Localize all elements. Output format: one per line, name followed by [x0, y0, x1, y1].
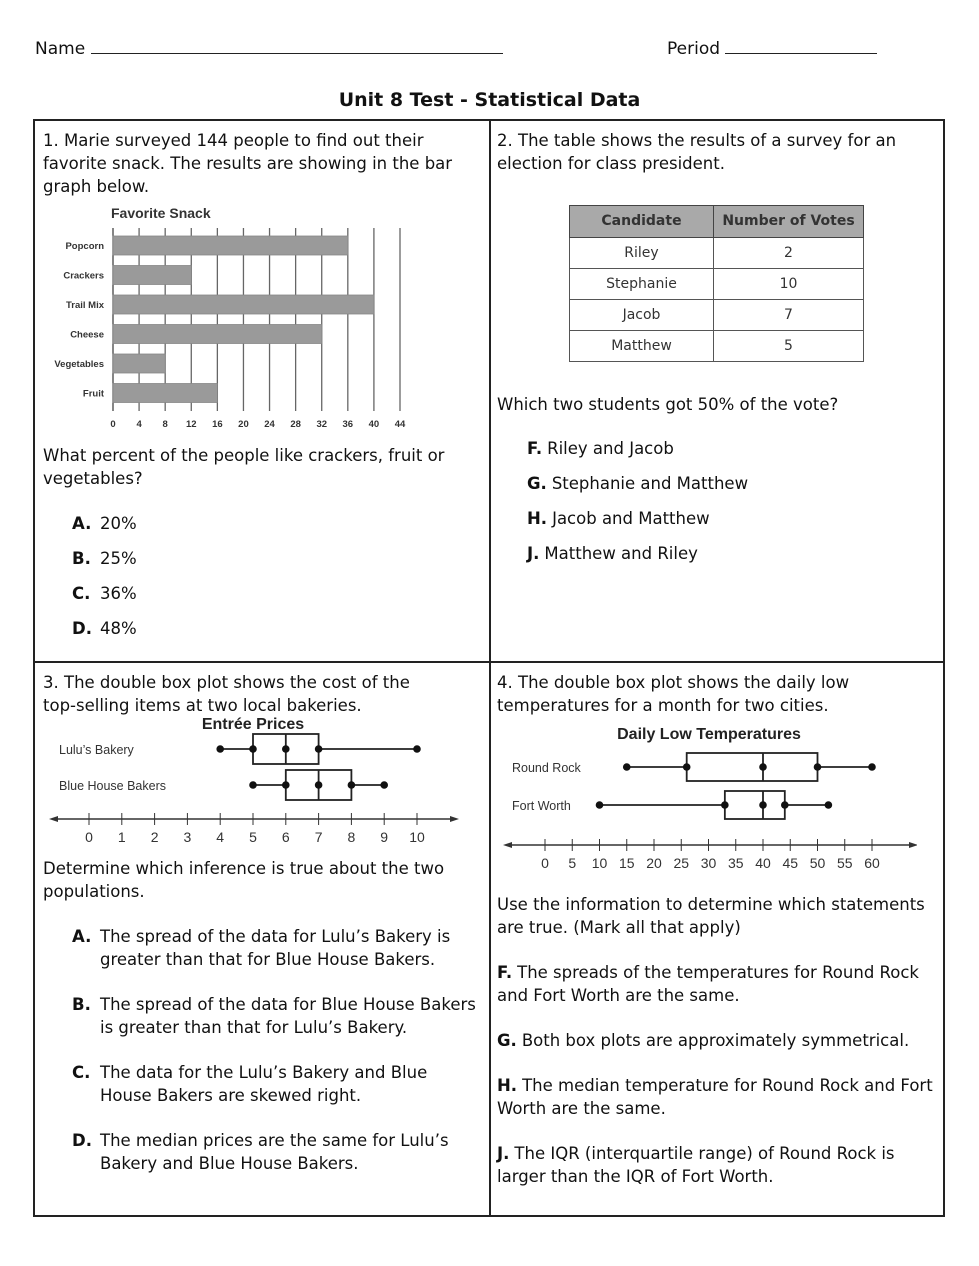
max-point [825, 801, 833, 809]
x-tick-label: 15 [618, 855, 635, 871]
candidate-cell: Jacob [570, 300, 714, 331]
option-text: Riley and Jacob [547, 439, 674, 458]
x-tick-label: 36 [342, 419, 354, 430]
arrow-right-icon [909, 842, 917, 848]
median-point [282, 745, 290, 753]
option-text: Matthew and Riley [544, 544, 698, 563]
table-row [570, 269, 864, 300]
q4-question: Use the information to determine which statements are true. (Mark all that apply) [497, 895, 925, 937]
x-tick-label: 60 [864, 855, 880, 871]
x-tick-label: 20 [646, 855, 662, 871]
answer-option[interactable] [72, 582, 483, 605]
candidate-cell: Stephanie [570, 269, 714, 300]
min-point [596, 801, 604, 809]
answer-option[interactable] [497, 1074, 937, 1120]
answer-option[interactable] [72, 925, 483, 971]
x-tick-label: 0 [541, 855, 549, 871]
series-label: Fort Worth [512, 799, 571, 813]
name-field[interactable] [35, 36, 503, 59]
q3-point [348, 781, 356, 789]
iqr-box [725, 791, 785, 819]
votes-cell: 10 [714, 269, 864, 300]
category-label: Vegetables [54, 359, 104, 370]
option-letter: G. [497, 1031, 517, 1050]
series-label: Lulu’s Bakery [59, 743, 134, 757]
answer-option[interactable] [497, 961, 937, 1007]
option-text: The data for the Lulu’s Bakery and Blue House Bakers are skewed right. [100, 1063, 428, 1105]
table-header-candidate: Candidate [570, 206, 714, 238]
answer-option[interactable] [527, 437, 917, 460]
divider-vertical [489, 121, 491, 1215]
x-tick-label: 25 [673, 855, 690, 871]
name-blank[interactable] [91, 36, 503, 54]
period-blank[interactable] [725, 36, 877, 54]
x-tick-label: 3 [183, 829, 192, 845]
option-text: The median prices are the same for Lulu’s Bakery and Blue House Bakers. [100, 1131, 449, 1173]
q3-point [315, 745, 323, 753]
option-letter: A. [72, 514, 92, 533]
x-tick-label: 40 [755, 855, 771, 871]
answer-option[interactable] [72, 547, 483, 570]
x-tick-label: 40 [368, 419, 380, 430]
x-tick-label: 55 [836, 855, 853, 871]
q3-point [781, 801, 789, 809]
option-letter: F. [497, 963, 513, 982]
option-letter: C. [72, 1063, 91, 1082]
question-grid [33, 119, 945, 1217]
x-tick-label: 28 [290, 419, 301, 430]
x-tick-label: 6 [281, 829, 290, 845]
option-text: 25% [100, 549, 137, 568]
table-header-votes: Number of Votes [714, 206, 864, 238]
chart-title: Daily Low Temperatures [617, 726, 801, 743]
category-label: Popcorn [65, 241, 104, 252]
option-text: The IQR (interquartile range) of Round Rock is larger than the IQR of Fort Worth. [497, 1144, 895, 1186]
q1-prompt: 1. Marie surveyed 144 people to find out their favorite snack. The results are showing in the bar graph below. [43, 131, 453, 196]
x-tick-label: 44 [394, 419, 406, 430]
answer-option[interactable] [527, 507, 917, 530]
table-row [570, 331, 864, 362]
bar-trail-mix [113, 295, 374, 314]
category-label: Trail Mix [65, 300, 104, 311]
bar-cheese [113, 325, 322, 344]
candidate-cell: Matthew [570, 331, 714, 362]
q3-question: Determine which inference is true about the two populations. [43, 859, 445, 901]
bar-crackers [113, 266, 191, 285]
bar-fruit [113, 384, 217, 403]
max-point [380, 781, 388, 789]
bar-vegetables [113, 354, 165, 373]
option-letter: H. [527, 509, 548, 528]
series-label: Round Rock [512, 761, 581, 775]
question-2 [497, 129, 937, 649]
option-letter: D. [72, 619, 92, 638]
x-tick-label: 20 [238, 419, 249, 430]
option-text: The spread of the data for Blue House Bakers is greater than that for Lulu’s Bakery. [100, 995, 476, 1037]
answer-option[interactable] [72, 993, 483, 1039]
x-tick-label: 24 [264, 419, 275, 430]
votes-cell: 2 [714, 238, 864, 269]
x-tick-label: 8 [162, 419, 168, 430]
x-tick-label: 0 [110, 419, 116, 430]
q3-prompt: 3. The double box plot shows the cost of the top-selling items at two local bakeries. [43, 673, 410, 715]
name-label: Name [35, 39, 86, 59]
x-tick-label: 4 [136, 419, 142, 430]
question-3 [43, 671, 483, 1197]
option-text: 20% [100, 514, 137, 533]
chart-title: Entrée Prices [201, 716, 305, 733]
q3-point [814, 763, 822, 771]
option-text: 36% [100, 584, 137, 603]
answer-option[interactable] [497, 1029, 937, 1052]
x-tick-label: 0 [85, 829, 93, 845]
x-tick-label: 4 [216, 829, 225, 845]
candidate-cell: Riley [570, 238, 714, 269]
answer-option[interactable] [72, 617, 483, 640]
answer-option[interactable] [527, 542, 917, 565]
answer-option[interactable] [527, 472, 917, 495]
q1-point [282, 781, 290, 789]
max-point [868, 763, 876, 771]
x-tick-label: 2 [150, 829, 159, 845]
x-tick-label: 12 [185, 419, 197, 430]
x-tick-label: 1 [117, 829, 126, 845]
period-field[interactable] [667, 36, 877, 59]
answer-option[interactable] [497, 1142, 937, 1188]
option-text: Both box plots are approximately symmetrical. [521, 1031, 910, 1050]
min-point [623, 763, 631, 771]
q4-prompt: 4. The double box plot shows the daily low temperatures for a month for two cities. [497, 673, 850, 715]
x-tick-label: 5 [568, 855, 577, 871]
x-tick-label: 10 [409, 829, 425, 845]
bar-popcorn [113, 236, 348, 255]
answer-option[interactable] [72, 1061, 483, 1107]
min-point [216, 745, 224, 753]
table-row [570, 300, 864, 331]
question-1 [43, 129, 483, 652]
median-point [759, 763, 767, 771]
chart-title: Favorite Snack [111, 205, 211, 221]
median-point [759, 801, 767, 809]
votes-cell: 7 [714, 300, 864, 331]
x-tick-label: 5 [249, 829, 257, 845]
option-text: The spreads of the temperatures for Round Rock and Fort Worth are the same. [497, 963, 919, 1005]
arrow-right-icon [450, 816, 459, 822]
question-4 [497, 671, 937, 1210]
arrow-left-icon [49, 816, 58, 822]
x-tick-label: 10 [591, 855, 608, 871]
favorite-snack-chart [43, 200, 423, 440]
option-text: Stephanie and Matthew [551, 474, 749, 493]
daily-low-temperatures-chart [497, 721, 917, 881]
entree-prices-chart [43, 713, 463, 853]
series-label: Blue House Bakers [59, 779, 167, 793]
q1-question: What percent of the people like crackers, fruit or vegetables? [43, 446, 445, 488]
x-tick-label: 45 [782, 855, 799, 871]
x-tick-label: 9 [380, 829, 389, 845]
category-label: Crackers [63, 270, 104, 282]
x-tick-label: 50 [809, 855, 826, 871]
q2-question: Which two students got 50% of the vote? [497, 395, 839, 414]
q1-point [249, 745, 257, 753]
option-letter: J. [527, 544, 540, 563]
option-letter: B. [72, 549, 91, 568]
table-row [570, 238, 864, 269]
option-letter: C. [72, 584, 91, 603]
option-letter: B. [72, 995, 91, 1014]
x-tick-label: 7 [314, 829, 323, 845]
max-point [413, 745, 421, 753]
option-text: The spread of the data for Lulu’s Bakery is greater than that for Blue House Bakers. [100, 927, 451, 969]
q1-point [721, 801, 729, 809]
iqr-box [687, 753, 818, 781]
option-letter: J. [497, 1144, 510, 1163]
option-letter: H. [497, 1076, 518, 1095]
option-text: 48% [100, 619, 137, 638]
category-label: Fruit [82, 388, 104, 400]
x-tick-label: 32 [316, 419, 328, 430]
answer-option[interactable] [72, 512, 483, 535]
q2-prompt: 2. The table shows the results of a survey for an election for class president. [497, 131, 897, 173]
arrow-left-icon [503, 842, 512, 848]
option-letter: G. [527, 474, 547, 493]
option-letter: F. [527, 439, 543, 458]
category-label: Cheese [70, 329, 104, 341]
min-point [249, 781, 257, 789]
option-text: The median temperature for Round Rock and Fort Worth are the same. [497, 1076, 933, 1118]
x-tick-label: 30 [700, 855, 717, 871]
option-text: Jacob and Matthew [552, 509, 710, 528]
divider-horizontal [35, 661, 943, 663]
median-point [315, 781, 323, 789]
option-letter: D. [72, 1131, 92, 1150]
x-tick-label: 16 [212, 419, 223, 430]
answer-option[interactable] [72, 1129, 483, 1175]
option-letter: A. [72, 927, 92, 946]
period-label: Period [667, 39, 721, 59]
page-title: Unit 8 Test - Statistical Data [338, 89, 641, 111]
x-tick-label: 8 [347, 829, 356, 845]
x-tick-label: 35 [727, 855, 744, 871]
votes-table [569, 205, 864, 362]
votes-cell: 5 [714, 331, 864, 362]
q1-point [683, 763, 691, 771]
